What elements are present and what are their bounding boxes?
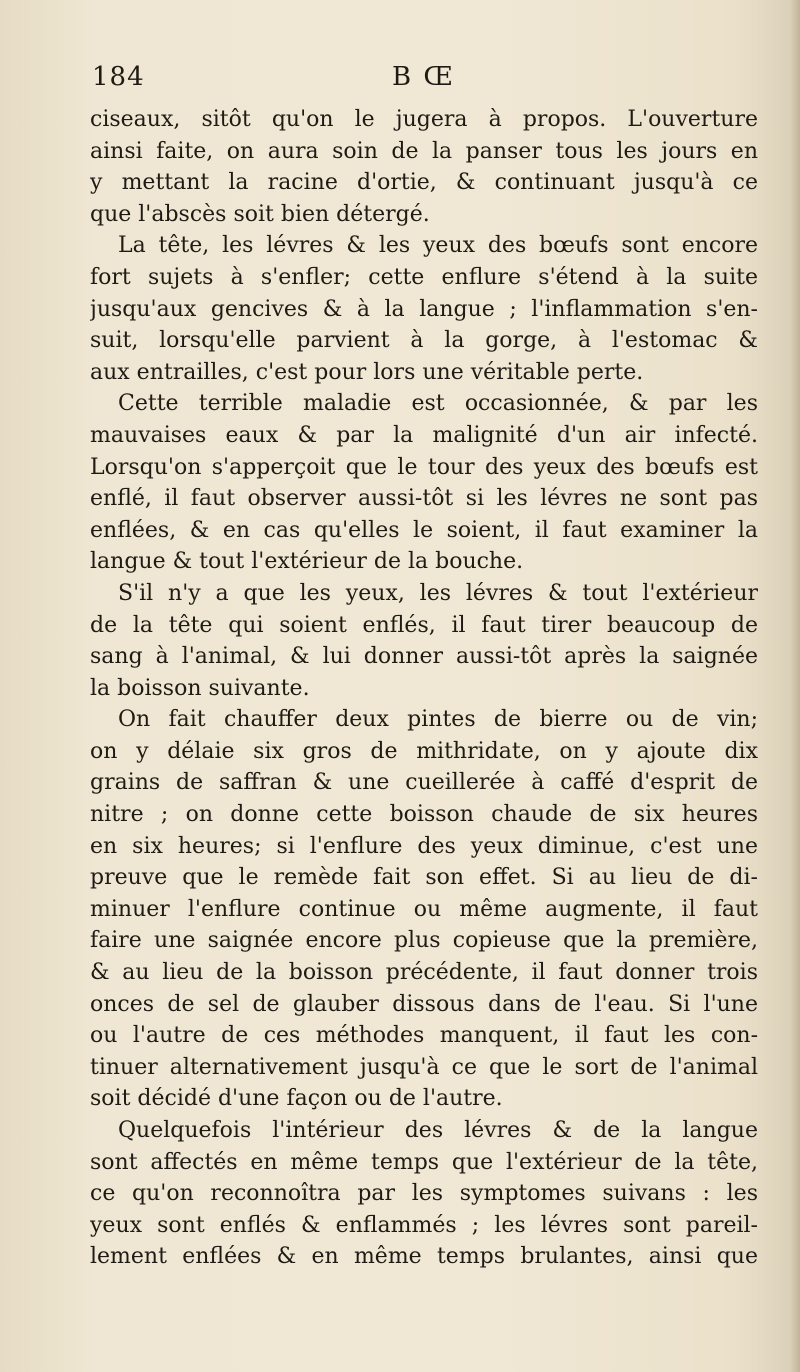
text-line: en six heures; si l'enflure des yeux diminue, c'est une: [90, 833, 758, 859]
page-edge-shadow: [790, 0, 800, 1372]
text-line: de la tête qui soient enflés, il faut tirer beaucoup de: [90, 612, 758, 638]
text-line: enflées, & en cas qu'elles le soient, il faut examiner la: [90, 517, 758, 543]
text-line: faire une saignée encore plus copieuse que la première,: [90, 928, 758, 954]
text-line: y mettant la racine d'ortie, & continuant jusqu'à ce: [90, 170, 758, 196]
text-line: tinuer alternativement jusqu'à ce que le sort de l'animal: [90, 1054, 758, 1080]
text-line: S'il n'y a que les yeux, les lévres & tout l'extérieur: [118, 580, 758, 606]
text-line: Lorsqu'on s'apperçoit que le tour des yeux des bœufs est: [90, 454, 758, 480]
text-line: ce qu'on reconnoîtra par les symptomes suivans : les: [90, 1181, 758, 1207]
page-number: 184: [92, 62, 145, 92]
body-text: [90, 104, 758, 1273]
text-line: langue & tout l'extérieur de la bouche.: [90, 549, 524, 575]
text-line: Quelquefois l'intérieur des lévres & de la langue: [118, 1118, 758, 1143]
running-head: B Œ: [392, 62, 455, 92]
text-line: preuve que le remède fait son effet. Si au lieu de di-: [90, 865, 758, 891]
text-line: grains de saffran & une cueillerée à caffé d'esprit de: [90, 770, 758, 796]
text-line: ciseaux, sitôt qu'on le jugera à propos. L'ouverture: [90, 107, 758, 132]
text-line: nitre ; on donne cette boisson chaude de six heures: [90, 802, 758, 828]
text-line: minuer l'enflure continue ou même augmente, il faut: [90, 896, 758, 922]
text-line: yeux sont enflés & enflammés ; les lévres sont pareil-: [90, 1212, 758, 1238]
text-line: la boisson suivante.: [90, 675, 310, 701]
text-line: enflé, il faut observer aussi-tôt si les lévres ne sont pas: [90, 486, 758, 512]
text-line: jusqu'aux gencives & à la langue ; l'inflammation s'en-: [90, 296, 758, 322]
text-line: aux entrailles, c'est pour lors une véritable perte.: [90, 359, 644, 385]
text-line: ou l'autre de ces méthodes manquent, il faut les con-: [90, 1023, 758, 1049]
text-line: que l'abscès soit bien détergé.: [90, 201, 430, 227]
text-line: La tête, les lévres & les yeux des bœufs sont encore: [118, 233, 758, 259]
text-line: sang à l'animal, & lui donner aussi-tôt après la saignée: [90, 644, 758, 670]
text-line: mauvaises eaux & par la malignité d'un air infecté.: [90, 422, 758, 448]
text-line: ainsi faite, on aura soin de la panser tous les jours en: [90, 138, 758, 164]
text-line: On fait chauffer deux pintes de bierre ou de vin;: [118, 707, 758, 733]
text-line: on y délaie six gros de mithridate, on y ajoute dix: [90, 738, 758, 764]
text-line: fort sujets à s'enfler; cette enflure s'étend à la suite: [90, 264, 758, 290]
text-line: & au lieu de la boisson précédente, il faut donner trois: [90, 960, 758, 986]
text-line: suit, lorsqu'elle parvient à la gorge, à l'estomac &: [90, 328, 758, 354]
text-line: soit décidé d'une façon ou de l'autre.: [90, 1086, 503, 1112]
text-line: onces de sel de glauber dissous dans de l'eau. Si l'une: [90, 991, 758, 1017]
text-line: sont affectés en même temps que l'extérieur de la tête,: [90, 1149, 758, 1175]
page-header: [92, 62, 760, 102]
text-line: lement enflées & en même temps brulantes, ainsi que: [90, 1244, 758, 1270]
text-line: Cette terrible maladie est occasionnée, & par les: [118, 391, 758, 417]
